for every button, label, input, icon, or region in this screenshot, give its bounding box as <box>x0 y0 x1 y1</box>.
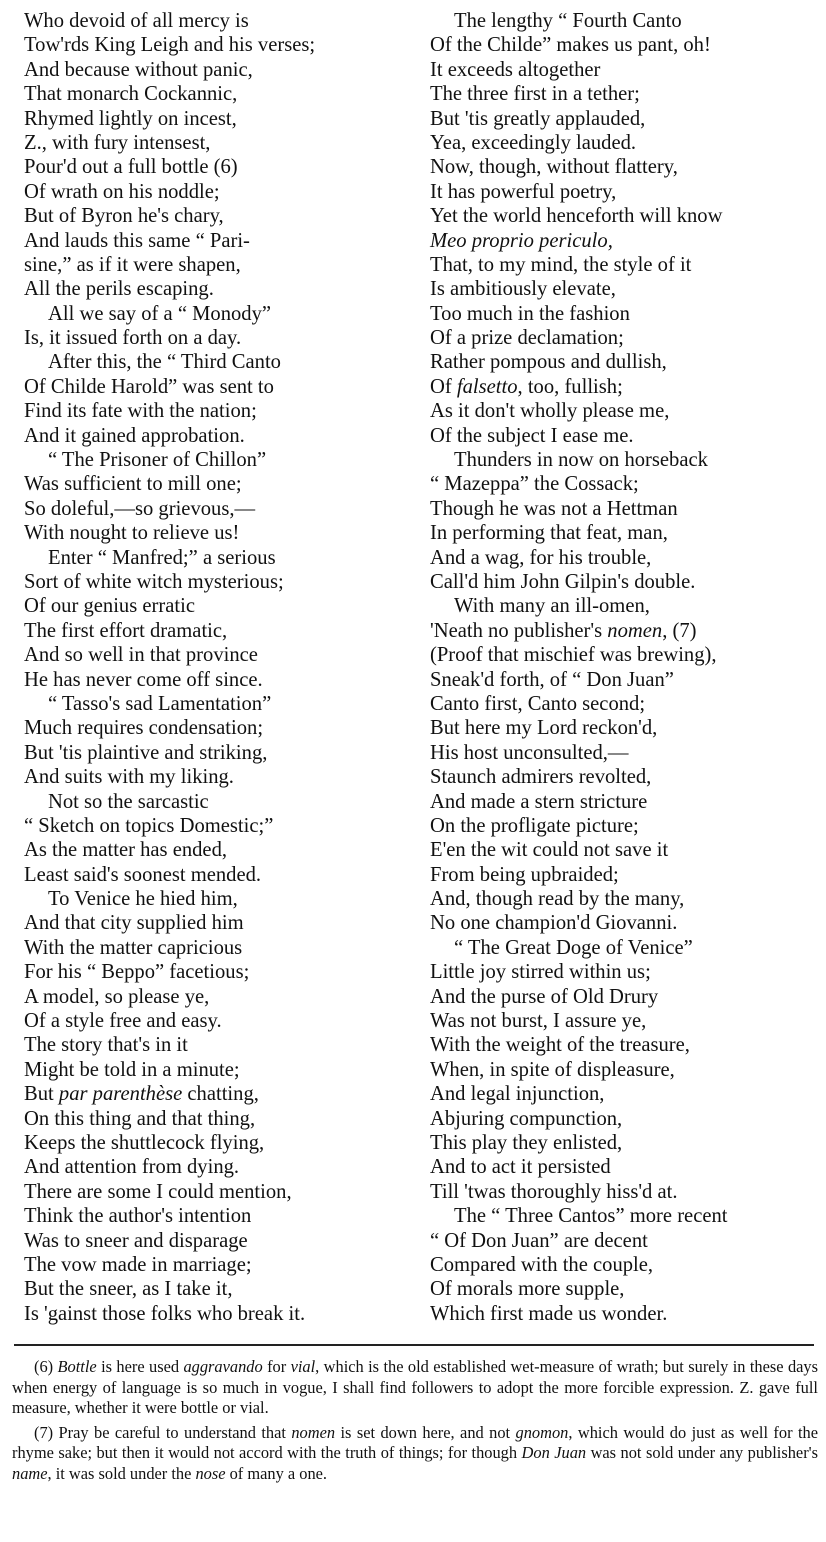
footnote-divider <box>14 1344 814 1346</box>
verse-line: Of the subject I ease me. <box>430 424 634 447</box>
verse-line: Little joy stirred within us; <box>430 961 651 984</box>
verse-line: Yea, exceedingly lauded. <box>430 131 637 154</box>
verse-line: E'en the wit could not save it <box>430 839 669 862</box>
verse-line: With many an ill-omen, <box>454 595 650 618</box>
verse-line: On the profligate picture; <box>430 814 639 837</box>
verse-line: But of Byron he's chary, <box>24 205 224 228</box>
footnote-text: aggravando <box>183 1357 263 1376</box>
footnote-text: vial <box>290 1357 316 1376</box>
verse-line: The story that's in it <box>24 1034 188 1057</box>
verse-line: Abjuring compunction, <box>430 1107 623 1130</box>
verse-line: Of our genius erratic <box>24 595 195 618</box>
footnotes <box>12 1357 818 1488</box>
verse-line: Pour'd out a full bottle (6) <box>24 156 238 179</box>
verse-line: Of morals more supple, <box>430 1278 625 1301</box>
verse-line: And, though read by the many, <box>430 888 685 911</box>
verse-line: From being upbraided; <box>430 863 619 886</box>
verse-line: So doleful,—so grievous,— <box>24 497 256 520</box>
verse-line: Much requires condensation; <box>24 717 264 740</box>
verse-line: It exceeds altogether <box>430 58 601 81</box>
verse-line: Z., with fury intensest, <box>24 131 211 154</box>
verse-line: 'Neath no publisher's nomen, (7) <box>430 619 697 642</box>
verse-line: But par parenthèse chatting, <box>24 1083 259 1106</box>
verse-line: As it don't wholly please me, <box>430 400 670 423</box>
verse-line: Was not burst, I assure ye, <box>430 1010 647 1033</box>
italic-phrase: par parenthèse <box>58 1083 183 1106</box>
verse-line: As the matter has ended, <box>24 839 228 862</box>
verse-line: But here my Lord reckon'd, <box>430 717 658 740</box>
verse-line: “ Tasso's sad Lamentation” <box>48 692 272 715</box>
verse-line: This play they enlisted, <box>430 1131 623 1154</box>
verse-line: Which first made us wonder. <box>430 1302 668 1325</box>
verse-line: To Venice he hied him, <box>48 888 238 911</box>
verse-line: All we say of a “ Monody” <box>48 302 272 325</box>
verse-line: (Proof that mischief was brewing), <box>430 644 717 667</box>
verse-line: Now, though, without flattery, <box>430 156 678 179</box>
verse-line: Compared with the couple, <box>430 1253 654 1276</box>
verse-line: “ Mazeppa” the Cossack; <box>430 473 639 496</box>
verse-line: That monarch Cockannic, <box>24 83 238 106</box>
verse-line: “ Sketch on topics Domestic;” <box>24 814 274 837</box>
verse-line: Of the Childe” makes us pant, oh! <box>430 34 711 57</box>
footnote-text: , it was sold under the <box>47 1463 196 1483</box>
verse-line: No one champion'd Giovanni. <box>430 912 678 935</box>
verse-line: On this thing and that thing, <box>24 1107 256 1130</box>
verse-line: And made a stern stricture <box>430 790 648 813</box>
verse-line: He has never come off since. <box>24 668 263 691</box>
verse-line: Is, it issued forth on a day. <box>24 327 242 350</box>
verse-line: And lauds this same “ Pari- <box>24 229 250 252</box>
verse-line: Thunders in now on horseback <box>454 449 708 472</box>
verse-line: Of a prize declamation; <box>430 327 624 350</box>
verse-line: Tow'rds King Leigh and his verses; <box>24 34 316 57</box>
poem-left-column <box>24 9 414 1326</box>
footnote-text: was not sold under any publisher's <box>586 1443 818 1462</box>
verse-line: “ Of Don Juan” are decent <box>430 1229 648 1252</box>
verse-line: The lengthy “ Fourth Canto <box>454 10 682 32</box>
footnote-text: , which would do just as well for the rhyme sake; but then it would not accord with the truth of things; for though <box>12 1422 818 1462</box>
footnote-text: is here used <box>96 1357 184 1376</box>
verse-line: That, to my mind, the style of it <box>430 253 692 276</box>
verse-line: Canto first, Canto second; <box>430 692 646 715</box>
verse-line: “ The Prisoner of Chillon” <box>48 449 267 472</box>
verse-line: In performing that feat, man, <box>430 522 668 545</box>
poem-right-column <box>430 9 820 1326</box>
verse-line: Sneak'd forth, of “ Don Juan” <box>430 668 674 691</box>
verse-line: Is 'gainst those folks who break it. <box>24 1302 306 1325</box>
verse-line: And legal injunction, <box>430 1083 605 1106</box>
verse-line: But the sneer, as I take it, <box>24 1278 233 1301</box>
verse-line: But 'tis greatly applauded, <box>430 107 646 130</box>
verse-line: Of a style free and easy. <box>24 1010 222 1033</box>
verse-line: For his “ Beppo” facetious; <box>24 961 250 984</box>
footnote-text: is set down here, and not <box>335 1422 516 1442</box>
verse-line: With nought to relieve us! <box>24 522 240 545</box>
footnote-text: nomen <box>291 1422 336 1442</box>
verse-line: And that city supplied him <box>24 912 244 935</box>
verse-line: Is ambitiously elevate, <box>430 278 616 301</box>
verse-line: All the perils escaping. <box>24 278 214 301</box>
footnote-text: nose <box>195 1463 226 1483</box>
verse-line: Though he was not a Hettman <box>430 497 678 520</box>
verse-line: Till 'twas thoroughly hiss'd at. <box>430 1180 678 1203</box>
verse-line: Staunch admirers revolted, <box>430 766 652 789</box>
verse-line: The vow made in marriage; <box>24 1253 252 1276</box>
verse-line: Call'd him John Gilpin's double. <box>430 570 696 593</box>
verse-line: Rhymed lightly on incest, <box>24 107 237 130</box>
footnote <box>12 1423 818 1485</box>
verse-line: Least said's soonest mended. <box>24 863 262 886</box>
verse-line: There are some I could mention, <box>24 1180 292 1203</box>
verse-line <box>430 229 820 253</box>
verse-line: Too much in the fashion <box>430 302 630 325</box>
footnote-text: (7) Pray be careful to understand that <box>34 1422 292 1442</box>
verse-line: But 'tis plaintive and striking, <box>24 741 268 764</box>
verse-line: Might be told in a minute; <box>24 1058 240 1081</box>
italic-phrase: nomen <box>607 619 663 642</box>
footnote-text: , which is the old established wet-measure of wrath; but surely in these days when energy of language is so much in vogue, I shall find followers to adopt the more forcible expression. Z. gave full measure, whether it were bottle or vial. <box>12 1357 818 1417</box>
verse-line: And attention from dying. <box>24 1156 240 1179</box>
verse-line: And the purse of Old Drury <box>430 985 659 1008</box>
footnote-text: gnomon <box>515 1422 569 1442</box>
verse-line: Not so the sarcastic <box>48 790 209 813</box>
verse-line: Rather pompous and dullish, <box>430 351 667 374</box>
verse-line: And a wag, for his trouble, <box>430 546 652 569</box>
footnote-text: name <box>12 1463 48 1483</box>
verse-line: Keeps the shuttlecock flying, <box>24 1131 265 1154</box>
verse-line: A model, so please ye, <box>24 985 210 1008</box>
verse-line: Was to sneer and disparage <box>24 1229 248 1252</box>
verse-line: Enter “ Manfred;” a serious <box>48 546 276 569</box>
verse-line: Who devoid of all mercy is <box>24 10 249 32</box>
verse-line: When, in spite of displeasure, <box>430 1058 675 1081</box>
footnote-text: Bottle <box>57 1357 97 1376</box>
verse-line: With the weight of the treasure, <box>430 1034 690 1057</box>
verse-line: Of falsetto, too, fullish; <box>430 375 623 398</box>
footnote-text: (6) <box>34 1357 58 1376</box>
verse-line: Was sufficient to mill one; <box>24 473 242 496</box>
verse-line: And because without panic, <box>24 58 253 81</box>
verse-line: Yet the world henceforth will know <box>430 205 723 228</box>
verse-line: Think the author's intention <box>24 1205 252 1228</box>
verse-line: sine,” as if it were shapen, <box>24 253 241 276</box>
verse-line: The “ Three Cantos” more recent <box>454 1205 728 1228</box>
verse-line: “ The Great Doge of Venice” <box>454 936 693 959</box>
footnote-text: Don Juan <box>521 1443 587 1462</box>
verse-line: Find its fate with the nation; <box>24 400 257 423</box>
verse-line: With the matter capricious <box>24 936 243 959</box>
verse-line: Of Childe Harold” was sent to <box>24 375 274 398</box>
verse-line: And suits with my liking. <box>24 766 234 789</box>
verse-line: His host unconsulted,— <box>430 741 629 764</box>
verse-line: Sort of white witch mysterious; <box>24 570 284 593</box>
verse-line: And so well in that province <box>24 644 258 667</box>
verse-line: The first effort dramatic, <box>24 619 228 642</box>
verse-line: After this, the “ Third Canto <box>48 351 281 374</box>
verse-line: The three first in a tether; <box>430 83 640 106</box>
verse-line: It has powerful poetry, <box>430 180 617 203</box>
footnote <box>12 1357 818 1419</box>
verse-line: Of wrath on his noddle; <box>24 180 220 203</box>
verse-line: And it gained approbation. <box>24 424 245 447</box>
italic-phrase: Meo proprio periculo, <box>430 229 613 252</box>
italic-phrase: falsetto <box>456 375 518 398</box>
footnote-text: of many a one. <box>225 1463 328 1483</box>
footnote-text: for <box>262 1357 291 1376</box>
verse-line: And to act it persisted <box>430 1156 611 1179</box>
